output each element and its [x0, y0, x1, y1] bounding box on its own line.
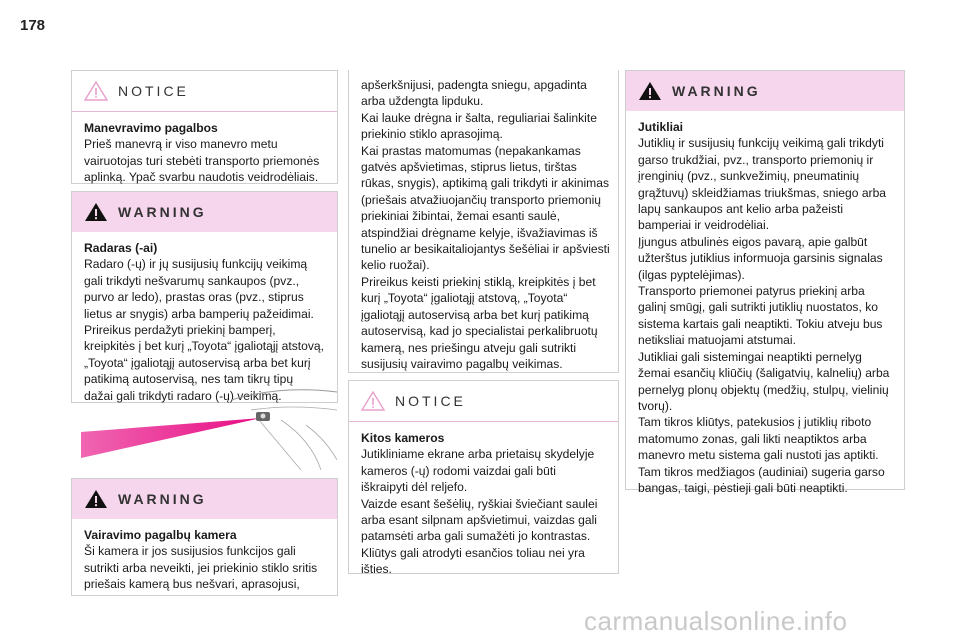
watermark: carmanualsonline.info: [584, 606, 848, 636]
warning-box-sensors: [625, 70, 905, 495]
notice-text-2: Vaizde esant šešėlių, ryškiai šviečiant saulei arba esant silpnam apšvietimui, vaizdas gali patamsėti arba gali sumažėti jo kontrastas.: [361, 496, 598, 544]
camera-beam: [81, 418, 261, 458]
warning-paragraph: Transporto priemonei patyrus priekinį arba galinį smūgį, gali sutrikti jutiklių nuostatos, ko sistema kartais gali neaptikti. Tokiu atveju bus netiksliai matuojami atstumai.: [638, 284, 883, 348]
notice-box-other-cameras: [348, 380, 619, 577]
continuation-paragraph: Kai prastas matomumas (nepakankamas gatvės apšvietimas, stiprus lietus, tirštas rūkas, snygis), aptikimą gali trikdyti ir akinimas (priešais atvažiuojančių transporto priemonių priekiniai žibintai, žemai esanti saulė, atspindžiai drėgname kelyje, išvažiavimas iš tunelio ar besikaitaliojantys šešėliai ir apšviesti kelio ruožai).: [361, 143, 610, 273]
warning-text: Ši kamera ir jos susijusios funkcijos gali sutrikti arba neveikti, jei priekinio stiklo sritis priešais kamerą bus nešvari, aprasojusi,: [84, 544, 318, 592]
notice-heading: NOTICE: [118, 83, 189, 99]
windshield-outline: [231, 390, 337, 400]
warning-box-camera: [71, 478, 338, 596]
notice-title: Kitos kameros: [361, 431, 445, 445]
notice-header: [72, 71, 337, 112]
warning-title: Vairavimo pagalbų kamera: [84, 528, 237, 542]
warning-text-2: Prireikus perdažyti priekinį bamperį, kreipkitės į bet kurį „Toyota“ įgaliotąjį atstovą, „Toyota“ įgaliotąjį autoservisą arba bet kurį patikimą autoservisą, nes tam tikrų tipų dažai gali trikdyti radaro (-ų) veikimą.: [84, 323, 324, 403]
notice-header: [349, 381, 618, 422]
page-number: 178: [20, 17, 46, 34]
warning-paragraph: Tam tikros medžiagos (audiniai) sugeria garso bangas, taigi, pėstieji gali būti neaptikti.: [638, 464, 885, 495]
continuation-paragraph: Prireikus keisti priekinį stiklą, kreipkitės į bet kurį „Toyota“ įgaliotąjį atstovą, „Toyota“ įgaliotąjį autoservisą arba bet kurį patikimą autoservisą, kad jo specialistai perkalibruotų kamerą, nes priešingu atveju gali sutrikti susijusių vairavimo pagalbų veikimas.: [361, 274, 598, 371]
warning-text: Radaro (-ų) ir jų susijusių funkcijų veikimą gali trikdyti nešvarumų sankaupos (pvz., purvo ar ledo), prastas oras (pvz., stiprus lietus ar snygis) arba bamperių pažeidimai.: [84, 257, 314, 321]
warning-paragraph: Jutikliai gali sistemingai neaptikti pernelyg žemai esančių kliūčių (šaligatvių, kalnelių) arba pernelyg plonų objektų (medžių, stulpų, vielinių tvorų).: [638, 349, 890, 413]
notice-text: Prieš manevrą ir viso manevro metu vairuotojas turi stebėti transporto priemonės aplinką. Ypač svarbu naudotis veidrodėliais.: [84, 137, 320, 185]
notice-title: Manevravimo pagalbos: [84, 121, 218, 135]
warning-heading: WARNING: [118, 491, 207, 507]
warning-heading: WARNING: [118, 204, 207, 220]
warning-heading: WARNING: [672, 83, 761, 99]
caution-triangle-icon: [84, 81, 108, 101]
notice-text-3: Kliūtys gali atrodyti esančios toliau nei yra išties.: [361, 545, 585, 577]
warning-paragraph: Jutiklių ir susijusių funkcijų veikimą gali trikdyti garso trukdžiai, pvz., transporto priemonių ir įrenginių (pvz., sunkvežimių, pneumatinių grąžtuvų) skleidžiamas triukšmas, sniego arba lapų sankaupos ant kelio arba pažeisti bamperiai ir veidrodėliai.: [638, 136, 887, 233]
warning-title: Radaras (-ai): [84, 241, 158, 255]
notice-heading: NOTICE: [395, 393, 466, 409]
notice-box-maneuver: [71, 70, 338, 184]
warning-paragraph: Įjungus atbulinės eigos pavarą, apie galbūt užterštus jutiklius informuoja garsinis signalas (ilgas pyptelėjimas).: [638, 234, 883, 282]
continuation-paragraph: apšerkšnijusi, padengta sniegu, apgadinta arba uždengta lipduku.: [361, 78, 587, 109]
caution-triangle-icon: [361, 391, 385, 411]
warning-header: [72, 192, 337, 232]
warning-title: Jutikliai: [638, 120, 684, 134]
warning-continuation-text: [361, 77, 613, 372]
warning-triangle-icon: [84, 489, 108, 509]
warning-triangle-icon: [84, 202, 108, 222]
warning-paragraph: Tam tikros kliūtys, patekusios į jutiklių riboto matomumo zonas, gali likti neaptiktos arba manevro metu sistema gali nustoti jas aptikti.: [638, 415, 879, 463]
warning-triangle-icon: [638, 81, 662, 101]
camera-illustration: [81, 380, 337, 470]
warning-header: [626, 71, 904, 111]
warning-header: [72, 479, 337, 519]
continuation-paragraph: Kai lauke drėgna ir šalta, reguliariai šalinkite priekinio stiklo aprasojimą.: [361, 110, 597, 142]
notice-text: Jutikliniame ekrane arba prietaisų skydelyje kameros (-ų) rodomi vaizdai gali būti iškraipyti dėl reljefo.: [361, 447, 595, 495]
warning-box-radar: [71, 191, 338, 403]
